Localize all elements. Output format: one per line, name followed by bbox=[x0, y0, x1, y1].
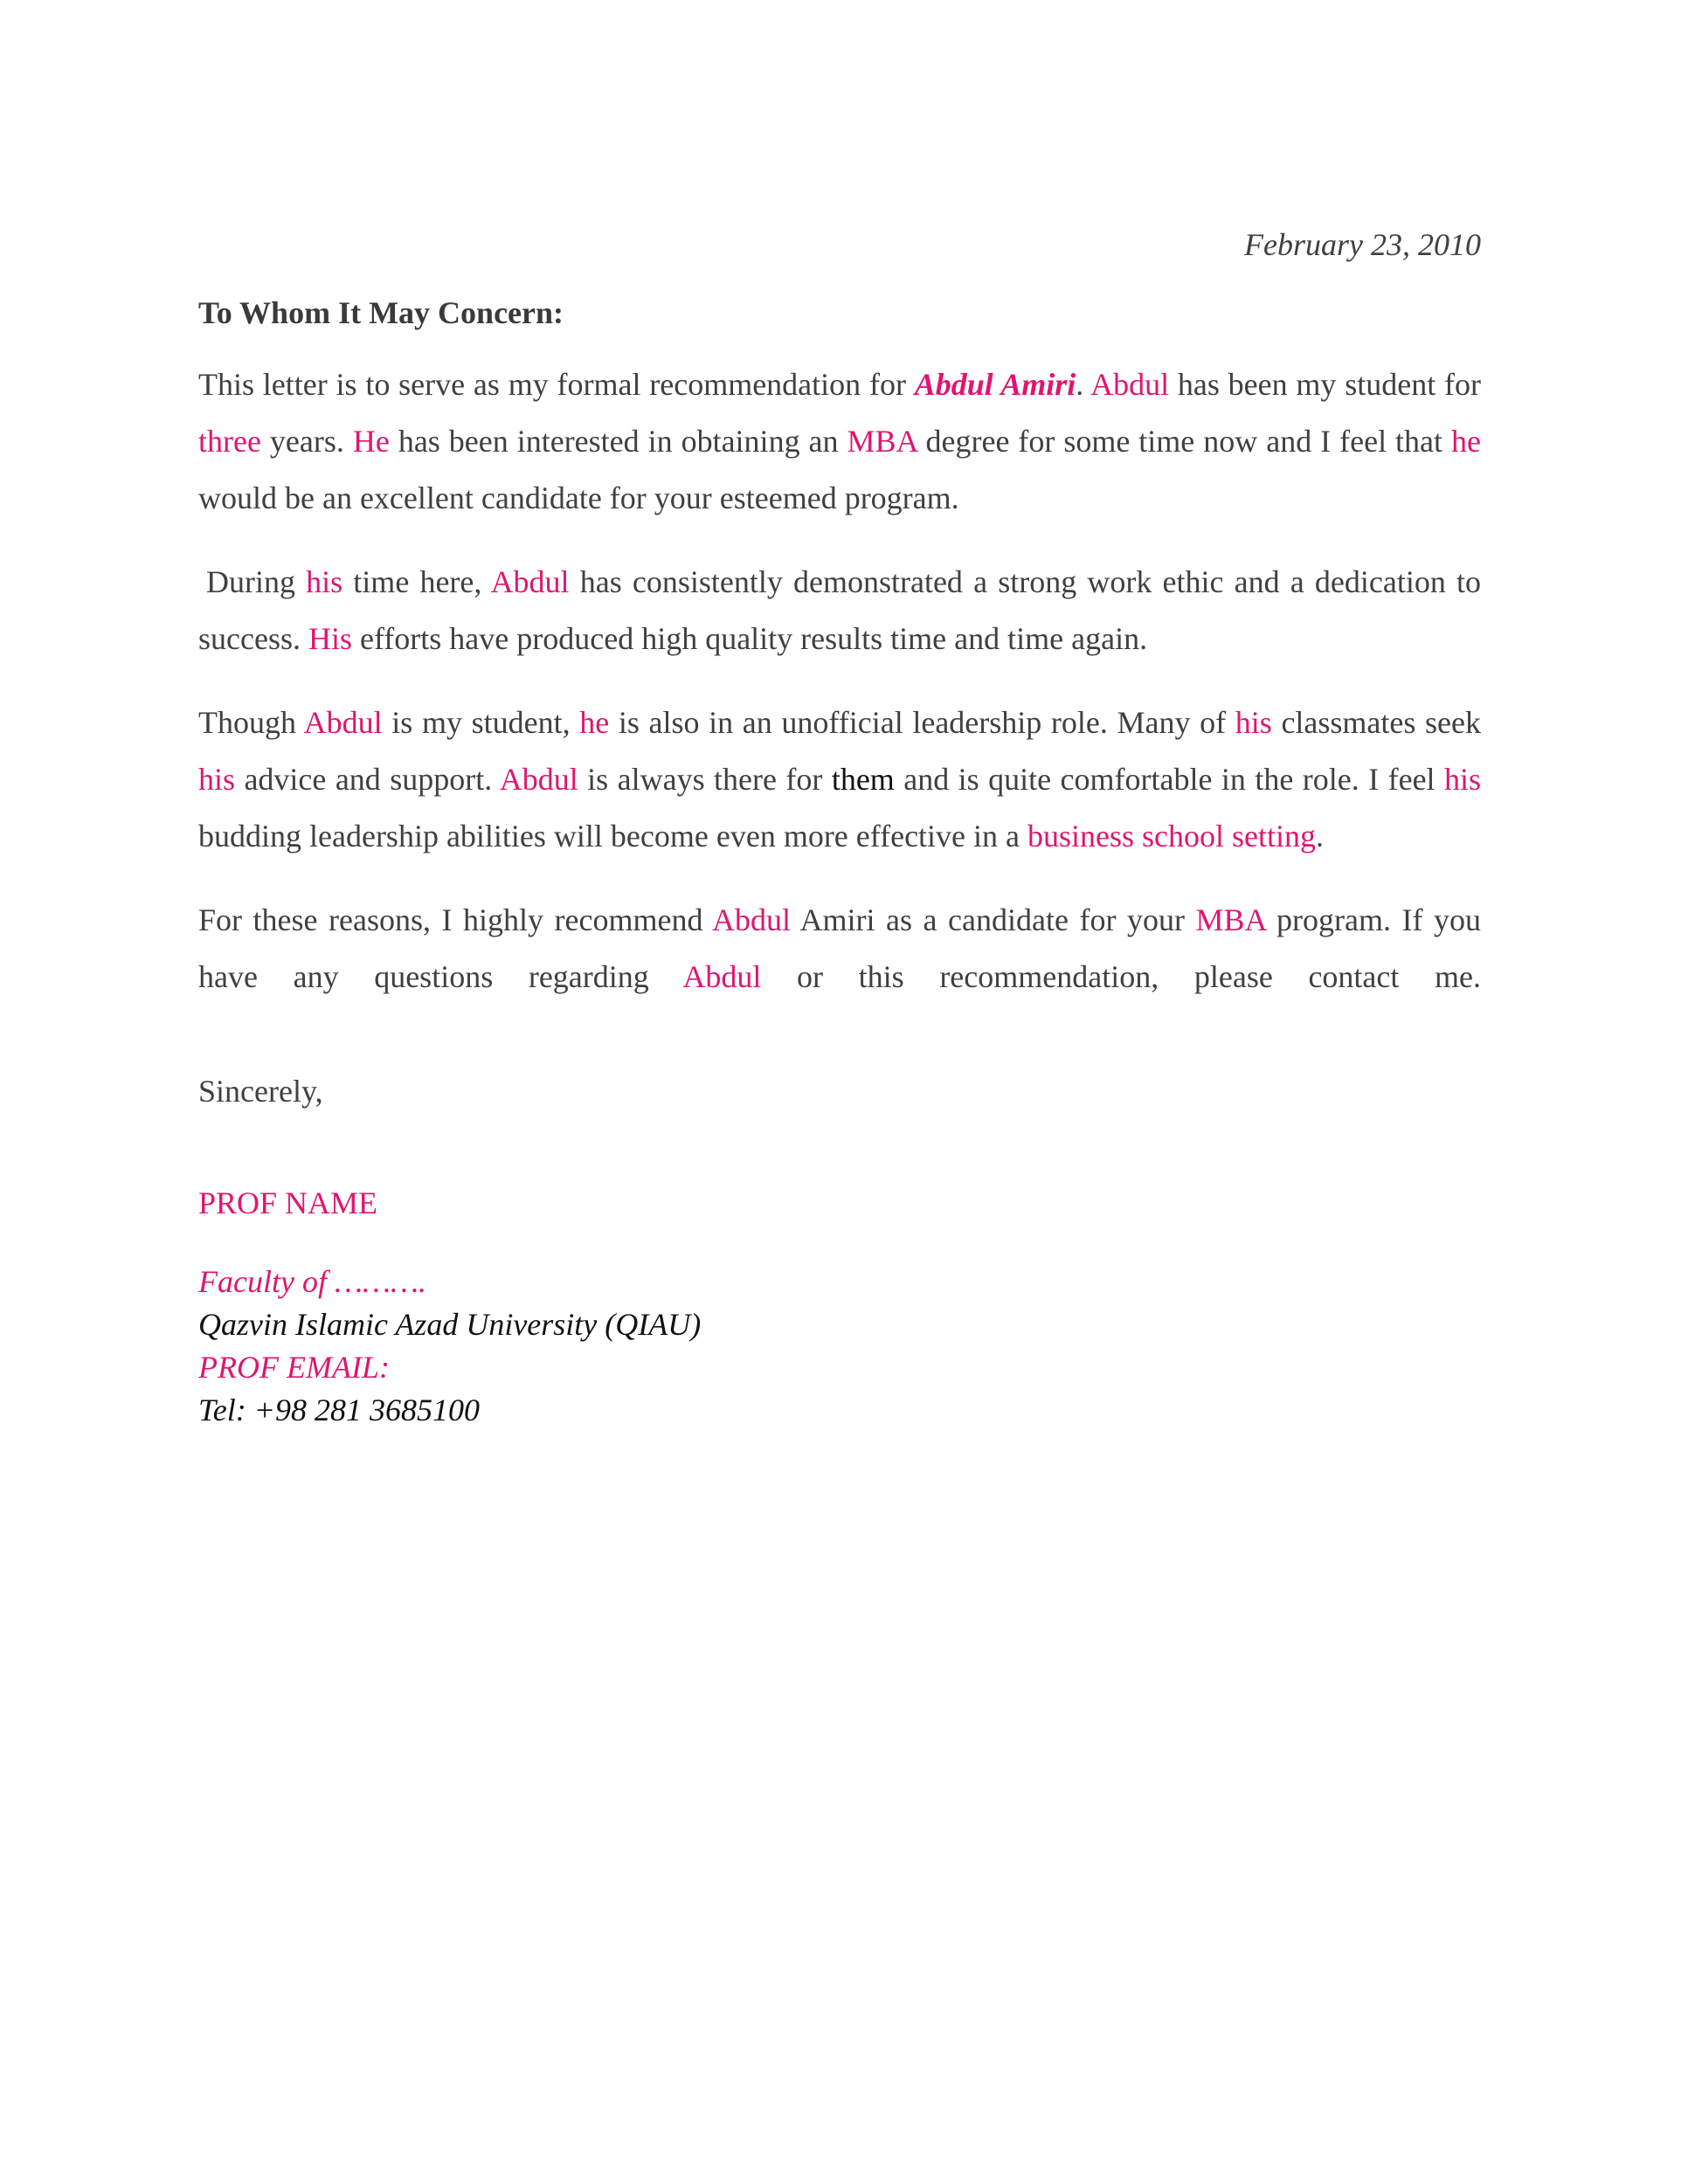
student-name: Abdul bbox=[490, 564, 570, 599]
them-word: them bbox=[831, 762, 895, 797]
student-name: Abdul bbox=[303, 705, 383, 740]
text-span: budding leadership abilities will become even more effective in a bbox=[198, 819, 1028, 854]
text-span: This letter is to serve as my formal recommendation for bbox=[198, 367, 915, 402]
text-span: . bbox=[1076, 367, 1091, 402]
student-name: Abdul bbox=[499, 762, 578, 797]
signature-university: Qazvin Islamic Azad University (QIAU) bbox=[198, 1307, 702, 1342]
signature-name: PROF NAME bbox=[198, 1185, 378, 1220]
degree-highlight: MBA bbox=[847, 424, 917, 459]
student-name: Abdul bbox=[682, 959, 762, 994]
pronoun-highlight: his bbox=[198, 762, 236, 797]
text-span: efforts have produced high quality results time and time again. bbox=[351, 621, 1148, 656]
paragraph-2 bbox=[198, 554, 1481, 667]
text-span: has been interested in obtaining an bbox=[389, 424, 847, 459]
paragraph-3 bbox=[198, 695, 1481, 865]
text-span: is also in an unofficial leadership role. Many of bbox=[609, 705, 1235, 740]
letter-date: February 23, 2010 bbox=[1244, 227, 1481, 262]
student-name: Abdul bbox=[1090, 367, 1170, 402]
pronoun-highlight: his bbox=[1444, 762, 1482, 797]
signature-tel: Tel: +98 281 3685100 bbox=[198, 1393, 480, 1427]
text-span: would be an excellent candidate for your esteemed program. bbox=[198, 480, 959, 515]
letter-content bbox=[198, 218, 1481, 1432]
years-highlight: three bbox=[198, 424, 261, 459]
text-span: During bbox=[206, 564, 307, 599]
text-span: Though bbox=[198, 705, 304, 740]
text-span: Amiri as a candidate for your bbox=[790, 902, 1196, 937]
closing: Sincerely, bbox=[198, 1074, 323, 1109]
pronoun-highlight: He bbox=[352, 424, 390, 459]
signature-faculty: Faculty of ………. bbox=[198, 1264, 426, 1299]
text-span: years. bbox=[260, 424, 353, 459]
text-span: advice and support. bbox=[235, 762, 500, 797]
degree-highlight: MBA bbox=[1195, 902, 1266, 937]
signature-email: PROF EMAIL: bbox=[198, 1350, 390, 1385]
text-span: is my student, bbox=[382, 705, 580, 740]
text-span: has been my student for bbox=[1169, 367, 1481, 402]
pronoun-highlight: his bbox=[306, 564, 343, 599]
text-span: and is quite comfortable in the role. I feel bbox=[894, 762, 1444, 797]
text-span: For these reasons, I highly recommend bbox=[198, 902, 712, 937]
text-span: has consistently demonstrated a strong work ethic and a dedication to success. bbox=[198, 564, 1481, 656]
text-span: classmates seek bbox=[1271, 705, 1481, 740]
text-span: time here, bbox=[342, 564, 491, 599]
salutation: To Whom It May Concern: bbox=[198, 295, 564, 330]
pronoun-highlight: his bbox=[1235, 705, 1272, 740]
pronoun-highlight: he bbox=[579, 705, 610, 740]
paragraph-1 bbox=[198, 356, 1481, 527]
text-span: degree for some time now and I feel that bbox=[917, 424, 1451, 459]
setting-highlight: business school setting bbox=[1027, 819, 1317, 854]
pronoun-highlight: he bbox=[1451, 424, 1481, 459]
text-span: . bbox=[1316, 819, 1325, 854]
student-full-name: Abdul Amiri bbox=[914, 367, 1076, 402]
paragraph-4 bbox=[198, 892, 1481, 1006]
pronoun-highlight: His bbox=[308, 621, 352, 656]
text-span: is always there for bbox=[578, 762, 832, 797]
signature-block bbox=[198, 1261, 1481, 1432]
text-span: program. If you have any questions regarding bbox=[198, 902, 1481, 994]
student-name: Abdul bbox=[711, 902, 791, 937]
text-span: or this recommendation, please contact me. bbox=[761, 959, 1481, 994]
